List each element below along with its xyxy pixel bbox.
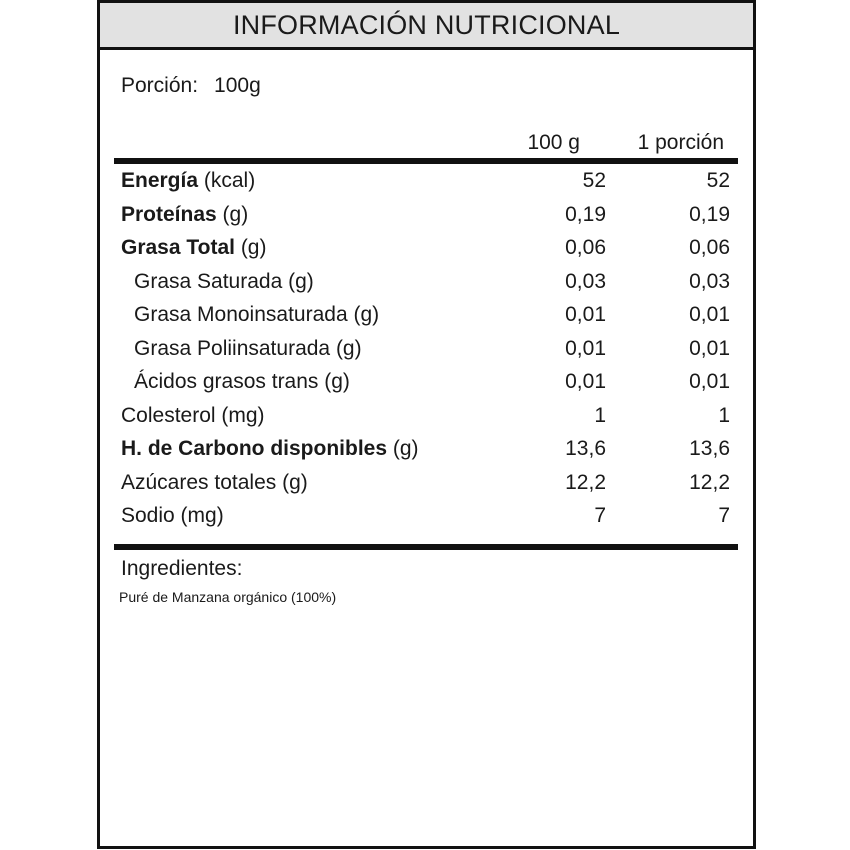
value-per-portion: 13,6 bbox=[689, 437, 730, 460]
table-row bbox=[0, 299, 850, 333]
nutrient-name: Energía bbox=[121, 169, 199, 192]
value-per-portion: 0,01 bbox=[689, 303, 730, 326]
nutrient-unit: (g) bbox=[387, 437, 419, 460]
nutrient-unit: Grasa Monoinsaturada (g) bbox=[134, 303, 380, 326]
nutrient-unit: (kcal) bbox=[198, 169, 256, 192]
nutrient-name: H. de Carbono disponibles bbox=[121, 437, 388, 460]
value-per-100g: 0,01 bbox=[565, 370, 606, 393]
nutrient-label bbox=[134, 337, 362, 361]
table-row bbox=[0, 232, 850, 266]
table-row bbox=[0, 333, 850, 367]
value-per-portion: 0,03 bbox=[689, 269, 730, 293]
nutrient-name: Proteínas bbox=[121, 202, 217, 226]
nutrient-label bbox=[134, 270, 314, 294]
nutrient-label bbox=[121, 504, 224, 528]
table-row bbox=[0, 366, 850, 400]
value-per-100g: 0,01 bbox=[565, 336, 606, 360]
portion-line bbox=[121, 74, 261, 98]
value-per-portion: 0,01 bbox=[689, 336, 730, 360]
nutrient-label bbox=[121, 471, 308, 495]
title-bar bbox=[97, 0, 756, 50]
value-per-100g: 12,2 bbox=[565, 470, 606, 494]
table-row bbox=[0, 165, 850, 199]
nutrient-label bbox=[121, 236, 266, 260]
value-per-portion: 1 bbox=[718, 403, 730, 427]
value-per-100g: 0,01 bbox=[565, 303, 606, 326]
value-per-portion: 52 bbox=[706, 169, 730, 192]
value-per-100g: 1 bbox=[594, 403, 606, 427]
nutrient-table bbox=[0, 165, 850, 534]
divider-top bbox=[114, 158, 738, 164]
value-per-100g: 0,06 bbox=[565, 236, 606, 259]
nutrient-unit: (g) bbox=[234, 236, 267, 259]
table-row bbox=[0, 199, 850, 233]
page-title: INFORMACIÓN NUTRICIONAL bbox=[232, 9, 621, 40]
nutrient-label bbox=[121, 404, 265, 428]
table-row bbox=[0, 467, 850, 501]
portion-value: 100g bbox=[214, 74, 261, 97]
value-per-100g: 13,6 bbox=[565, 437, 606, 460]
value-per-100g: 0,19 bbox=[565, 202, 606, 226]
nutrient-label bbox=[121, 203, 248, 227]
value-per-portion: 0,01 bbox=[689, 370, 730, 393]
value-per-portion: 0,19 bbox=[689, 202, 730, 226]
nutrient-unit: (g) bbox=[216, 202, 249, 226]
nutrient-unit: Ácidos grasos trans (g) bbox=[134, 370, 350, 393]
nutrient-label bbox=[121, 169, 255, 193]
value-per-portion: 12,2 bbox=[689, 470, 730, 494]
nutrient-unit: Sodio (mg) bbox=[121, 504, 224, 527]
table-row bbox=[0, 500, 850, 534]
ingredients-text: Puré de Manzana orgánico (100%) bbox=[119, 589, 337, 605]
nutrient-name: Grasa Total bbox=[121, 236, 235, 259]
divider-bottom bbox=[114, 544, 738, 550]
nutrient-label bbox=[134, 370, 350, 394]
value-per-portion: 7 bbox=[718, 504, 730, 527]
nutrient-unit: Azúcares totales (g) bbox=[121, 470, 308, 494]
table-row bbox=[0, 266, 850, 300]
column-header-100g: 100 g bbox=[527, 131, 580, 154]
portion-label: Porción: bbox=[121, 74, 199, 97]
nutrient-label bbox=[121, 437, 419, 461]
nutrient-label bbox=[134, 303, 379, 327]
column-header-portion: 1 porción bbox=[637, 131, 724, 154]
nutrient-unit: Grasa Poliinsaturada (g) bbox=[134, 336, 362, 360]
table-row bbox=[0, 433, 850, 467]
value-per-100g: 52 bbox=[582, 169, 606, 192]
value-per-100g: 7 bbox=[594, 504, 606, 527]
ingredients-title: Ingredientes: bbox=[121, 557, 243, 580]
table-row bbox=[0, 400, 850, 434]
nutrient-unit: Grasa Saturada (g) bbox=[134, 269, 314, 293]
nutrient-unit: Colesterol (mg) bbox=[121, 403, 265, 427]
value-per-portion: 0,06 bbox=[689, 236, 730, 259]
value-per-100g: 0,03 bbox=[565, 269, 606, 293]
